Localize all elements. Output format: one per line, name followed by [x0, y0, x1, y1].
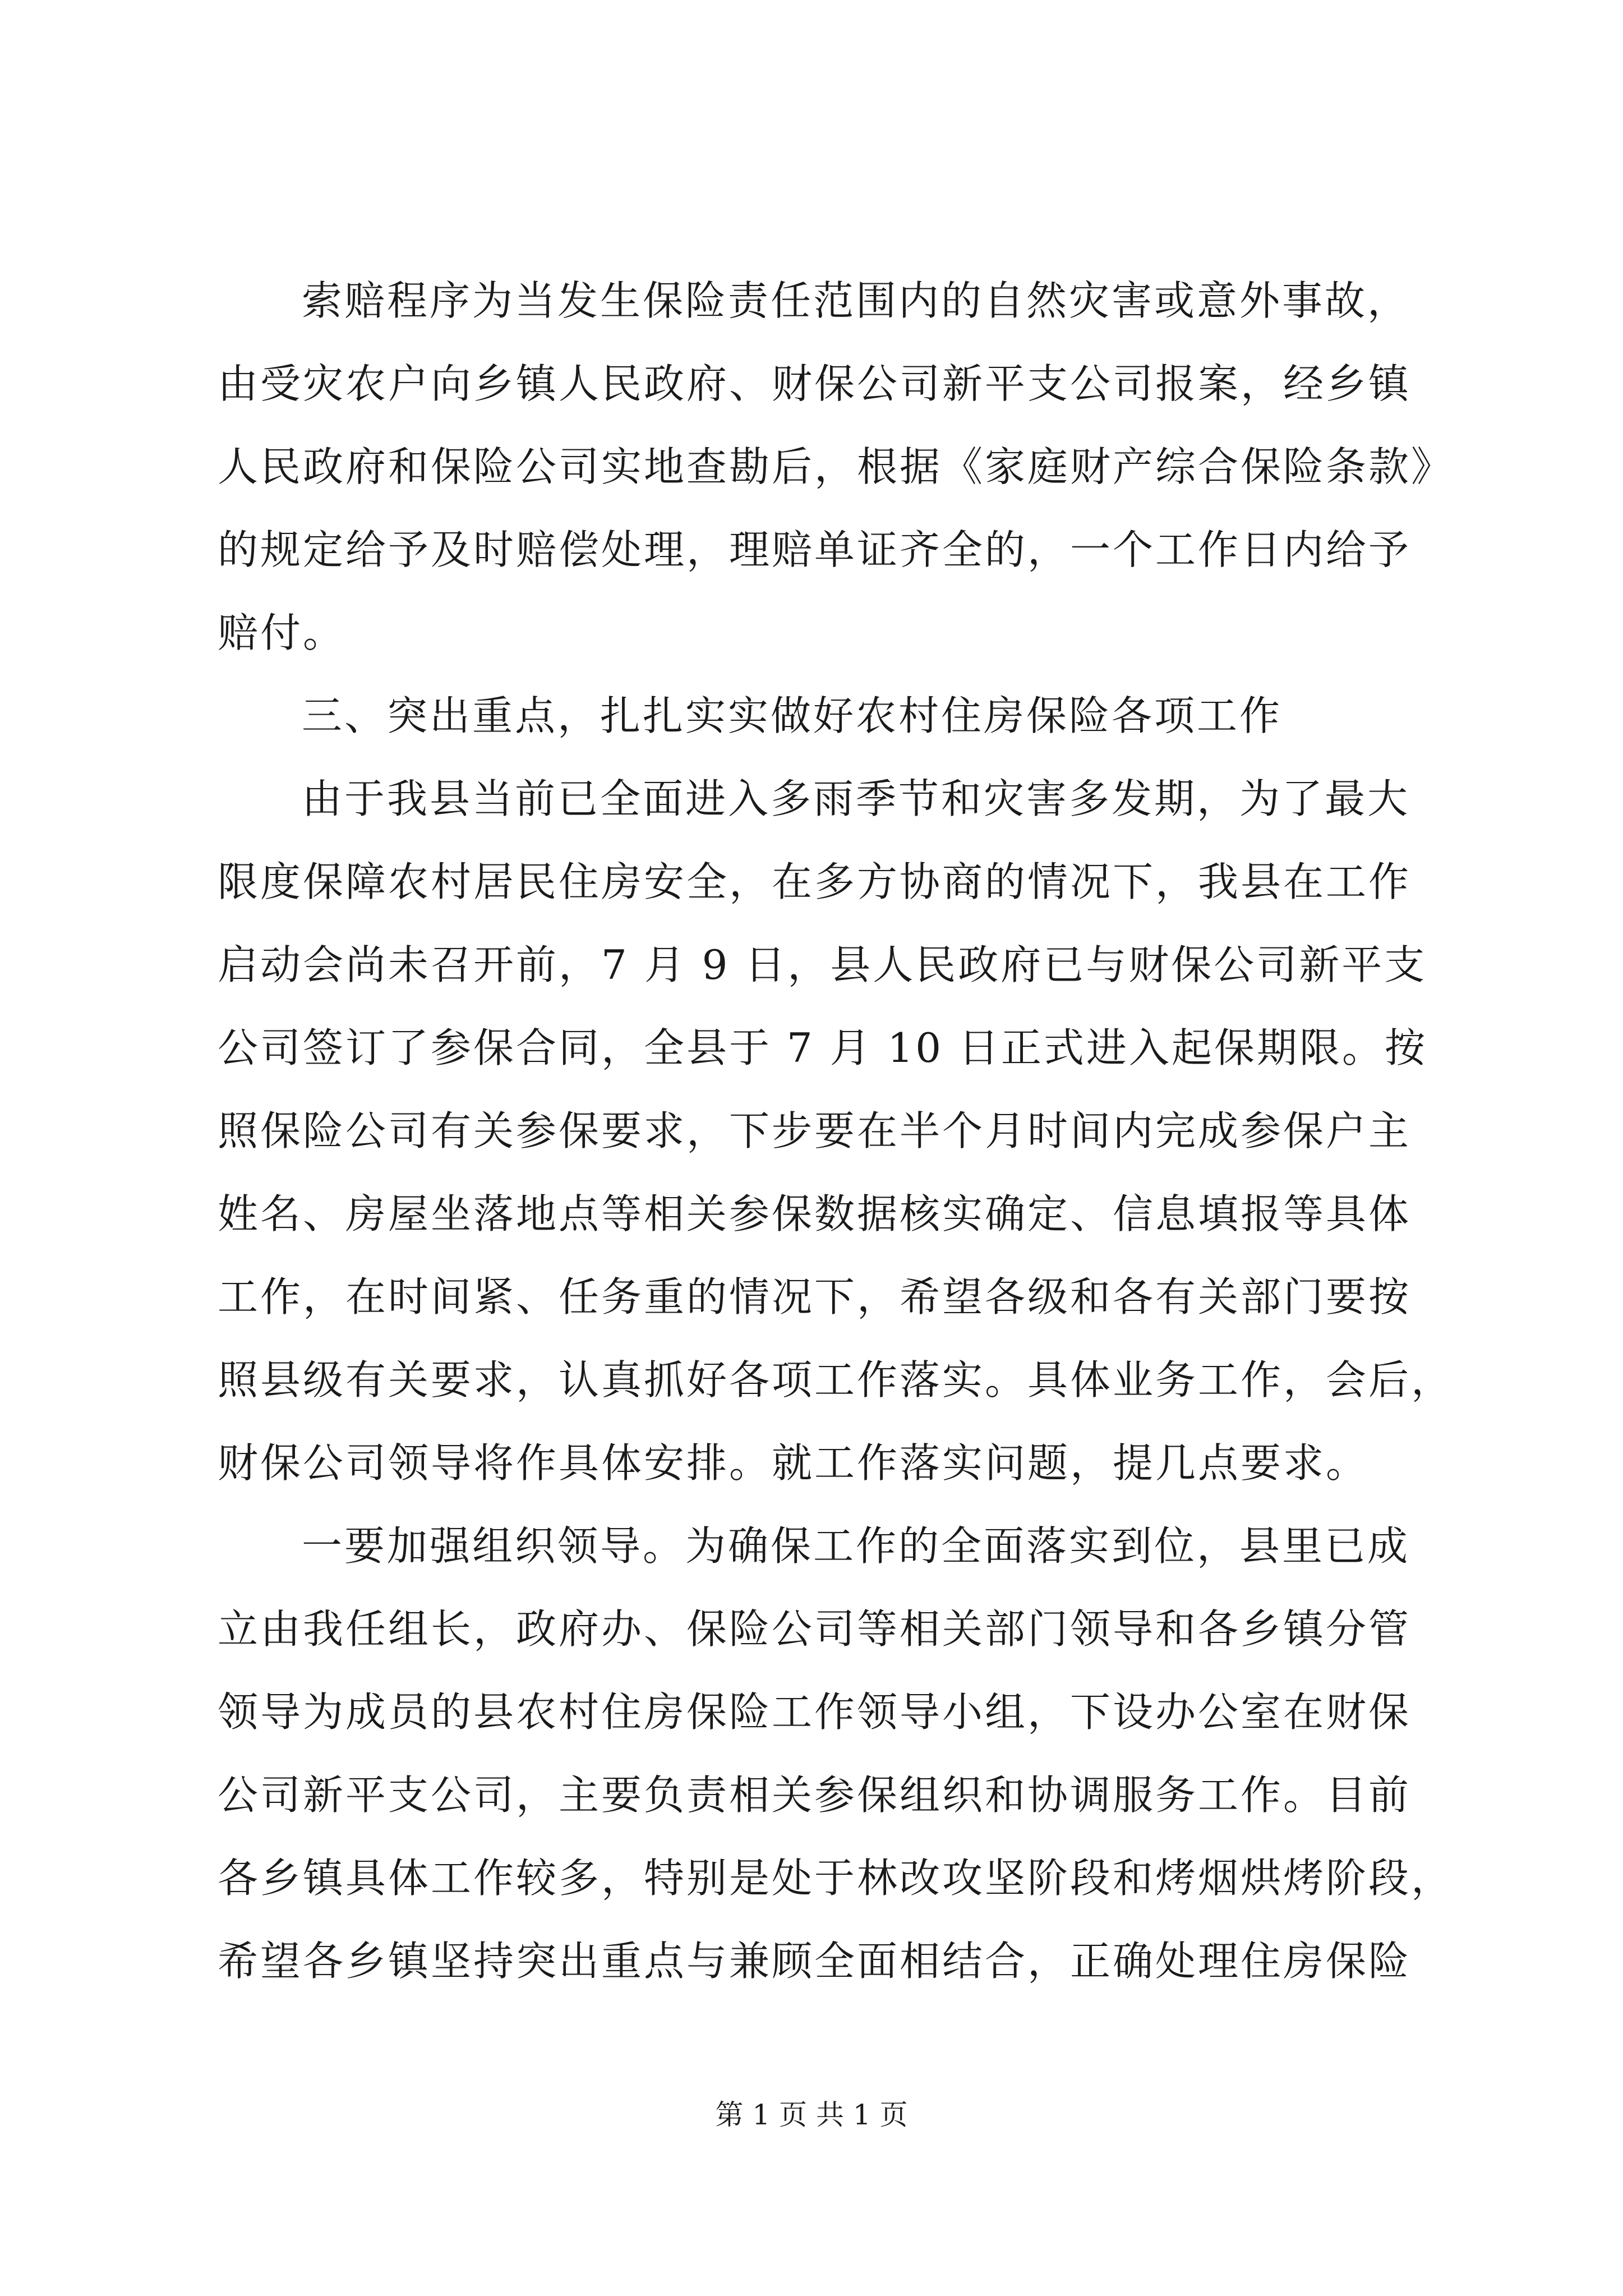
page-footer [0, 2095, 1623, 2134]
paragraph-line: 工作，在时间紧、任务重的情况下，希望各级和各有关部门要按 [218, 1273, 1412, 1320]
paragraph-line: 的规定给予及时赔偿处理，理赔单证齐全的，一个工作日内给予 [218, 526, 1412, 573]
paragraph-line: 由于我县当前已全面进入多雨季节和灾害多发期，为了最大 [302, 775, 1410, 822]
paragraph-line: 希望各乡镇坚持突出重点与兼顾全面相结合，正确处理住房保险 [218, 1938, 1412, 1985]
paragraph-line: 照保险公司有关参保要求，下步要在半个月时间内完成参保户主 [218, 1107, 1412, 1154]
paragraph-line: 赔付。 [218, 609, 346, 656]
paragraph-line: 启动会尚未召开前，7 月 9 日，县人民政府已与财保公司新平支 [218, 941, 1427, 988]
paragraph-line: 照县级有关要求，认真抓好各项工作落实。具体业务工作，会后， [218, 1356, 1454, 1404]
paragraph-line: 立由我任组长，政府办、保险公司等相关部门领导和各乡镇分管 [218, 1605, 1412, 1653]
paragraph-line: 一要加强组织领导。为确保工作的全面落实到位，县里已成 [302, 1522, 1410, 1570]
paragraph-line: 限度保障农村居民住房安全，在多方协商的情况下，我县在工作 [218, 858, 1412, 905]
page-number: 第 1 页 共 1 页 [715, 2099, 908, 2131]
paragraph-line: 由受灾农户向乡镇人民政府、财保公司新平支公司报案，经乡镇 [218, 360, 1412, 407]
paragraph-line: 公司新平支公司，主要负责相关参保组织和协调服务工作。目前 [218, 1772, 1412, 1819]
document-body [218, 259, 1454, 2003]
paragraph-line: 姓名、房屋坐落地点等相关参保数据核实确定、信息填报等具体 [218, 1190, 1412, 1237]
section-heading: 三、突出重点，扎扎实实做好农村住房保险各项工作 [302, 692, 1283, 739]
paragraph-line: 公司签订了参保合同，全县于 7 月 10 日正式进入起保期限。按 [218, 1024, 1427, 1071]
paragraph-line: 领导为成员的县农村住房保险工作领导小组，下设办公室在财保 [218, 1688, 1412, 1736]
paragraph-line: 各乡镇具体工作较多，特别是处于林改攻坚阶段和烤烟烘烤阶段， [218, 1855, 1454, 1902]
paragraph-line: 财保公司领导将作具体安排。就工作落实问题，提几点要求。 [218, 1439, 1369, 1487]
paragraph-line: 索赔程序为当发生保险责任范围内的自然灾害或意外事故， [302, 277, 1410, 324]
paragraph-line: 人民政府和保险公司实地查勘后，根据《家庭财产综合保险条款》 [218, 443, 1454, 490]
